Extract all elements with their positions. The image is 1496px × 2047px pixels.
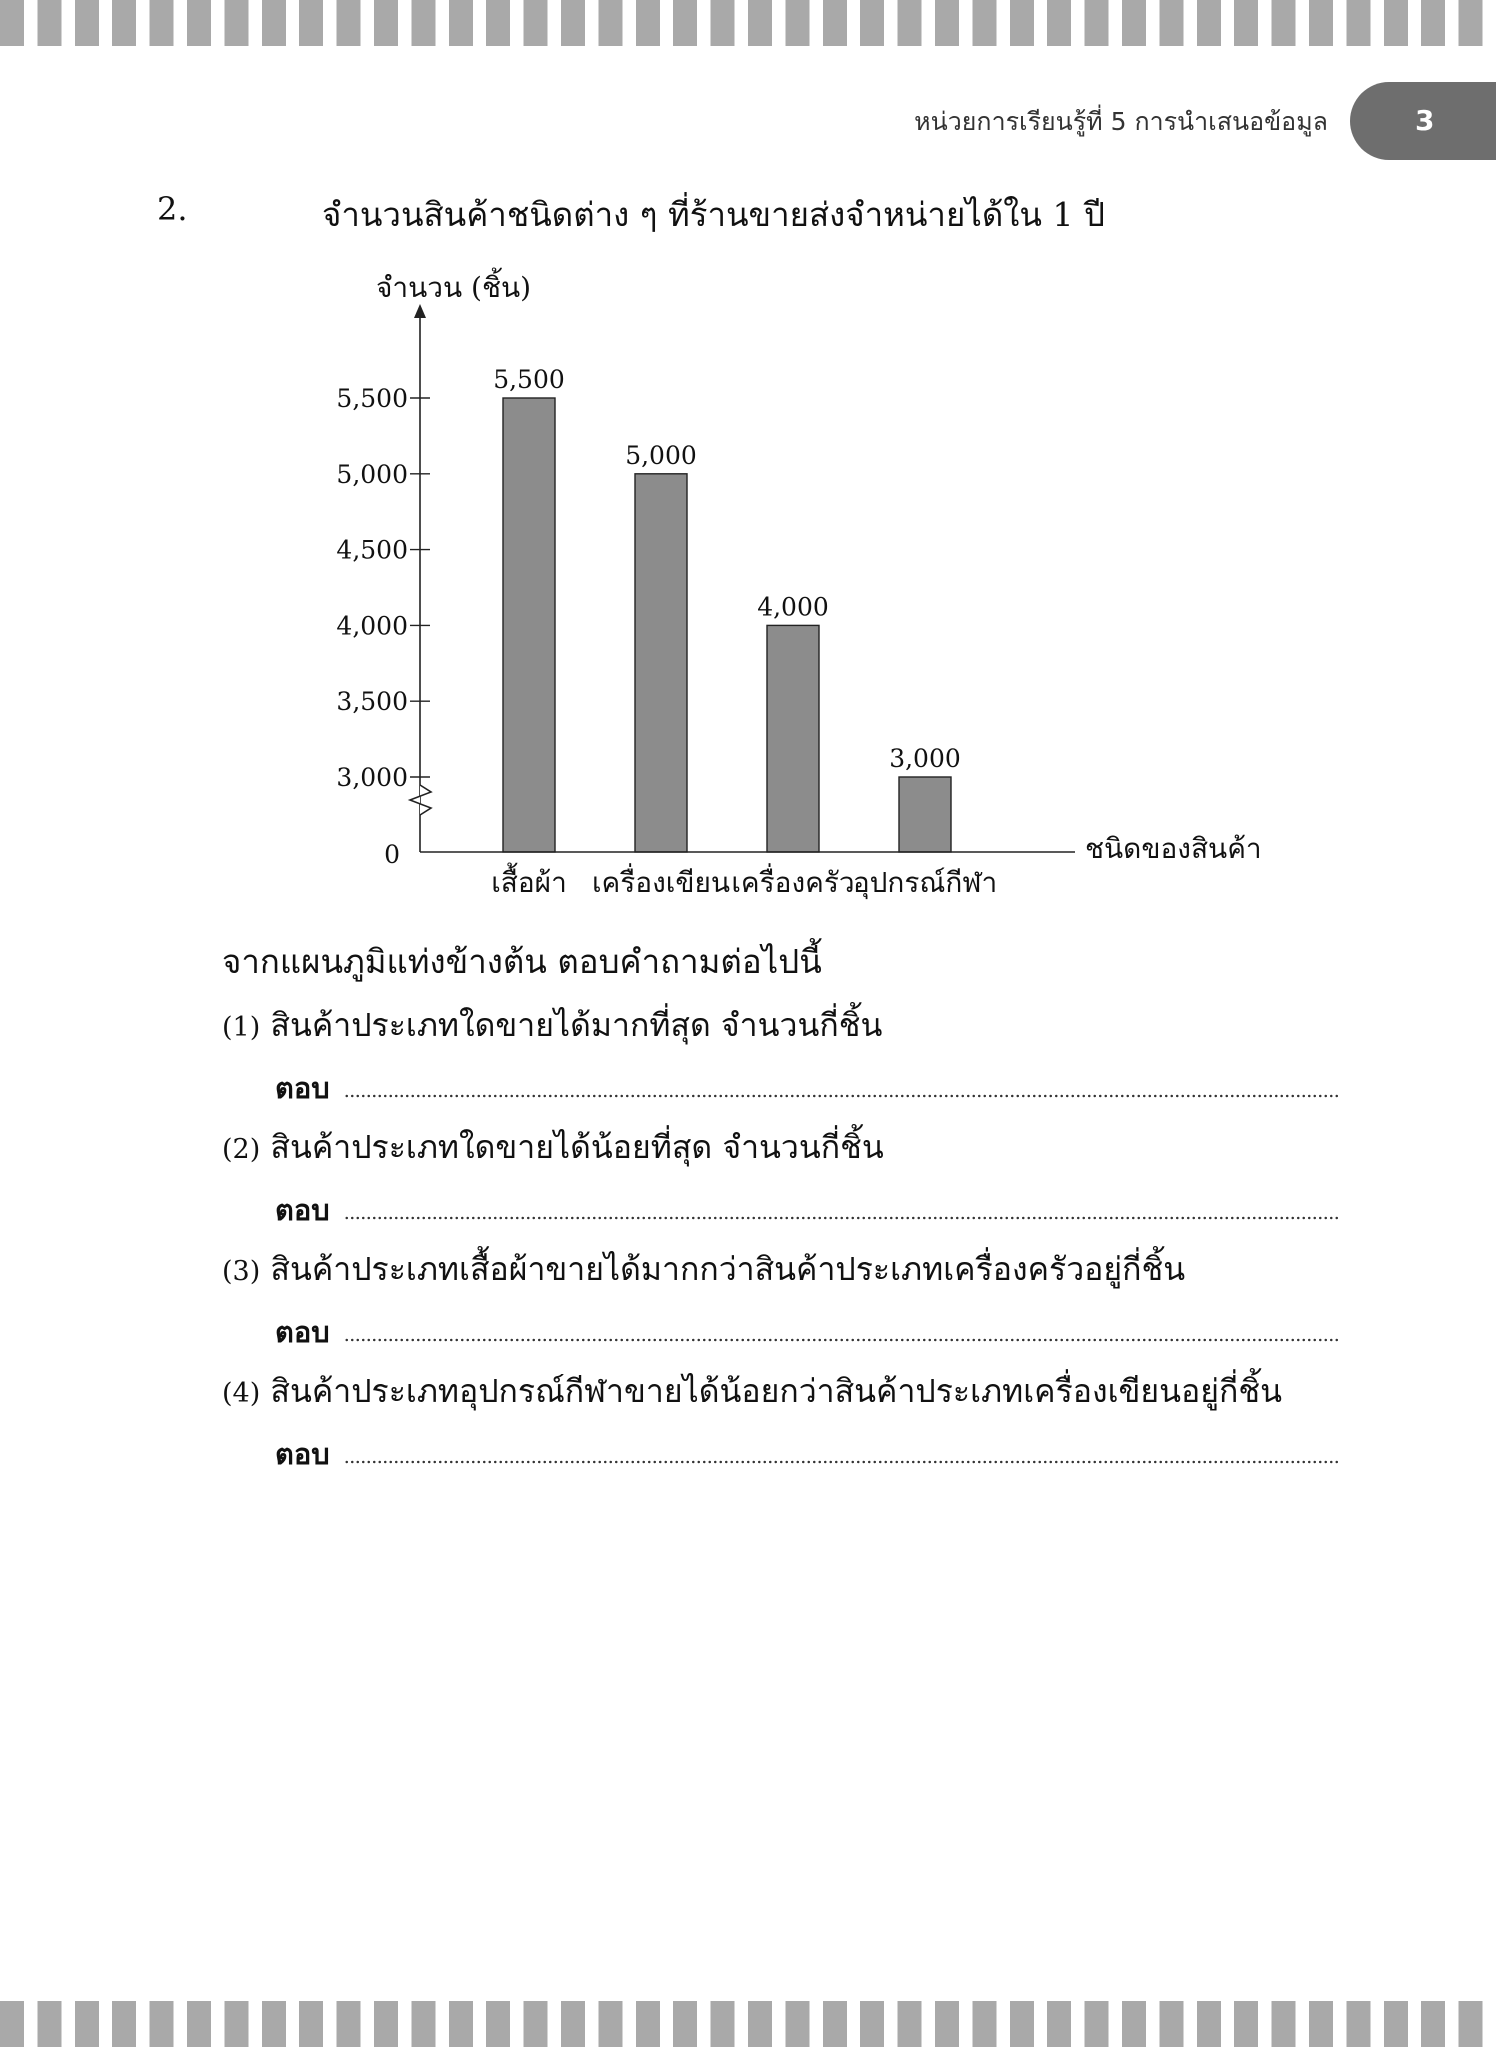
page-number: 3	[1415, 104, 1435, 137]
answer-line-3[interactable]	[275, 1309, 1339, 1355]
x-axis-label: ชนิดของสินค้า	[1085, 832, 1262, 865]
bottom-stripe-decoration	[0, 2001, 1496, 2047]
question-item-text: สินค้าประเภทเสื้อผ้าขายได้มากกว่าสินค้าประเภทเครื่องครัวอยู่กี่ชิ้น	[270, 1250, 1186, 1288]
page-number-tab	[1350, 82, 1496, 160]
answer-dotted-line[interactable]	[344, 1216, 1339, 1220]
bar	[635, 474, 687, 852]
y-axis-ticks	[336, 384, 430, 792]
question-item-text: สินค้าประเภทใดขายได้มากที่สุด จำนวนกี่ชิ้น	[270, 1006, 883, 1044]
category-label: อุปกรณ์กีฬา	[852, 866, 998, 899]
question-item-4	[222, 1366, 1282, 1417]
question-item-number: (3)	[222, 1256, 261, 1287]
bar-value-label: 4,000	[757, 592, 829, 622]
answer-dotted-line[interactable]	[344, 1338, 1339, 1342]
bar-value-label: 5,500	[493, 365, 565, 394]
y-tick-label: 3,500	[336, 687, 408, 717]
bar	[767, 625, 819, 852]
answer-label: ตอบ	[275, 1071, 330, 1105]
question-item-1	[222, 1000, 882, 1051]
y-axis-arrow-icon	[414, 304, 426, 318]
question-number: 2.	[157, 190, 188, 228]
zero-label: 0	[384, 840, 400, 869]
bar-value-label: 3,000	[889, 744, 961, 773]
bar	[503, 398, 555, 852]
answer-dotted-line[interactable]	[344, 1460, 1339, 1464]
bar	[899, 777, 951, 852]
y-tick-label: 5,500	[336, 384, 408, 413]
question-item-text: สินค้าประเภทอุปกรณ์กีฬาขายได้น้อยกว่าสินค้าประเภทเครื่องเขียนอยู่กี่ชิ้น	[270, 1372, 1282, 1410]
answer-label: ตอบ	[275, 1315, 330, 1349]
y-axis-label: จำนวน (ชิ้น)	[376, 271, 532, 304]
top-stripe-decoration	[0, 0, 1496, 46]
answer-line-2[interactable]	[275, 1187, 1339, 1233]
answer-label: ตอบ	[275, 1437, 330, 1471]
question-title: จำนวนสินค้าชนิดต่าง ๆ ที่ร้านขายส่งจำหน่ายได้ใน 1 ปี	[322, 195, 1105, 234]
y-tick-label: 5,000	[336, 459, 408, 489]
question-item-3	[222, 1244, 1185, 1295]
category-label: เสื้อผ้า	[491, 866, 567, 899]
y-tick-label: 3,000	[336, 763, 408, 792]
instruction-text: จากแผนภูมิแท่งข้างต้น ตอบคำถามต่อไปนี้	[222, 942, 822, 981]
bars	[491, 365, 997, 900]
answer-line-1[interactable]	[275, 1065, 1339, 1111]
bar-value-label: 5,000	[625, 440, 697, 470]
bar-chart	[300, 260, 1280, 910]
answer-line-4[interactable]	[275, 1431, 1339, 1477]
answer-dotted-line[interactable]	[344, 1094, 1339, 1098]
y-tick-label: 4,000	[336, 611, 408, 641]
question-item-text: สินค้าประเภทใดขายได้น้อยที่สุด จำนวนกี่ชิ้น	[270, 1128, 884, 1166]
question-item-2	[222, 1122, 884, 1173]
category-label: เครื่องครัว	[731, 866, 855, 899]
answer-label: ตอบ	[275, 1193, 330, 1227]
category-label: เครื่องเขียน	[591, 866, 731, 899]
question-item-number: (1)	[222, 1012, 261, 1043]
unit-title: หน่วยการเรียนรู้ที่ 5 การนำเสนอข้อมูล	[914, 107, 1328, 136]
y-tick-label: 4,500	[336, 535, 408, 565]
question-item-number: (4)	[222, 1378, 261, 1409]
question-item-number: (2)	[222, 1134, 261, 1165]
